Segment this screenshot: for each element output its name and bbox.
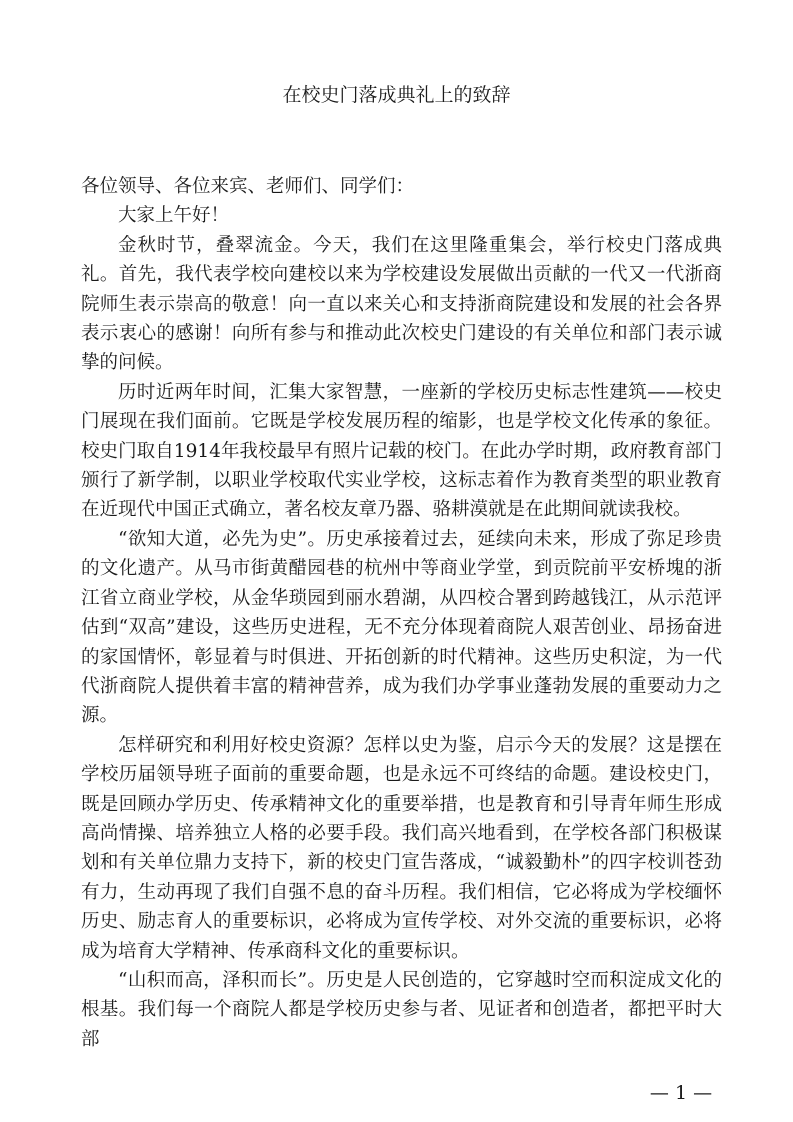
paragraph-significance: 怎样研究和利用好校史资源？怎样以史为鉴，启示今天的发展？这是摆在学校历届领导班子面前的重要命题，也是永远不可终结的命题。建设校史门，既是回顾办学历史、传承精神文化的重要举措，也是教育和引导青年师生形成高尚情操、培养独立人格的必要手段。我们高兴地看到，在学校各部门积极谋划和有关单位鼎力支持下，新的校史门宣告落成，“诚毅勤朴”的四字校训苍劲有力，生动再现了我们自强不息的奋斗历程。我们相信，它必将成为学校缅怀历史、励志育人的重要标识，必将成为宣传学校、对外交流的重要标识，必将成为培育大学精神、传承商科文化的重要标识。: [81, 734, 722, 962]
paragraph-opening: 金秋时节，叠翠流金。今天，我们在这里隆重集会，举行校史门落成典礼。首先，我代表学校向建校以来为学校建设发展做出贡献的一代又一代浙商院师生表示崇高的敬意！向一直以来关心和支持浙商院建设和发展的社会各界表示衷心的感谢！向所有参与和推动此次校史门建设的有关单位和部门表示诚挚的问候。: [81, 234, 722, 374]
document-title: 在校史门落成典礼上的致辞: [282, 84, 511, 106]
paragraph-greeting: 大家上午好！: [118, 205, 230, 227]
salutation: 各位领导、各位来宾、老师们、同学们：: [81, 176, 415, 197]
paragraph-closing-fragment: “山积而高，泽积而长”。历史是人民创造的，它穿越时空而积淀成文化的根基。我们每一个商院人都是学校历史参与者、见证者和创造者，都把平时大部: [81, 969, 722, 1050]
paragraph-heritage: “欲知大道，必先为史”。历史承接着过去，延续向未来，形成了弥足珍贵的文化遗产。从马市街黄醋园巷的杭州中等商业学堂，到贡院前平安桥塊的浙江省立商业学校，从金华琐园到丽水碧湖，从四校合署到跨越钱江，从示范评估到“双高”建设，这些历史进程，无不充分体现着商院人艰苦创业、昂扬奋进的家国情怀，彰显着与时俱进、开拓创新的时代精神。这些历史积淀，为一代代浙商院人提供着丰富的精神营养，成为我们办学事业蓬勃发展的重要动力之源。: [81, 528, 722, 727]
paragraph-history-gate: 历时近两年时间，汇集大家智慧，一座新的学校历史标志性建筑——校史门展现在我们面前。它既是学校发展历程的缩影，也是学校文化传承的象征。校史门取自1914年我校最早有照片记载的校门。在此办学时期，政府教育部门颁行了新学制，以职业学校取代实业学校，这标志着作为教育类型的职业教育在近现代中国正式确立，著名校友章乃器、骆耕漠就是在此期间就读我校。: [81, 381, 722, 521]
page-number: — 1 —: [649, 1082, 713, 1104]
document-body: [81, 172, 722, 1054]
